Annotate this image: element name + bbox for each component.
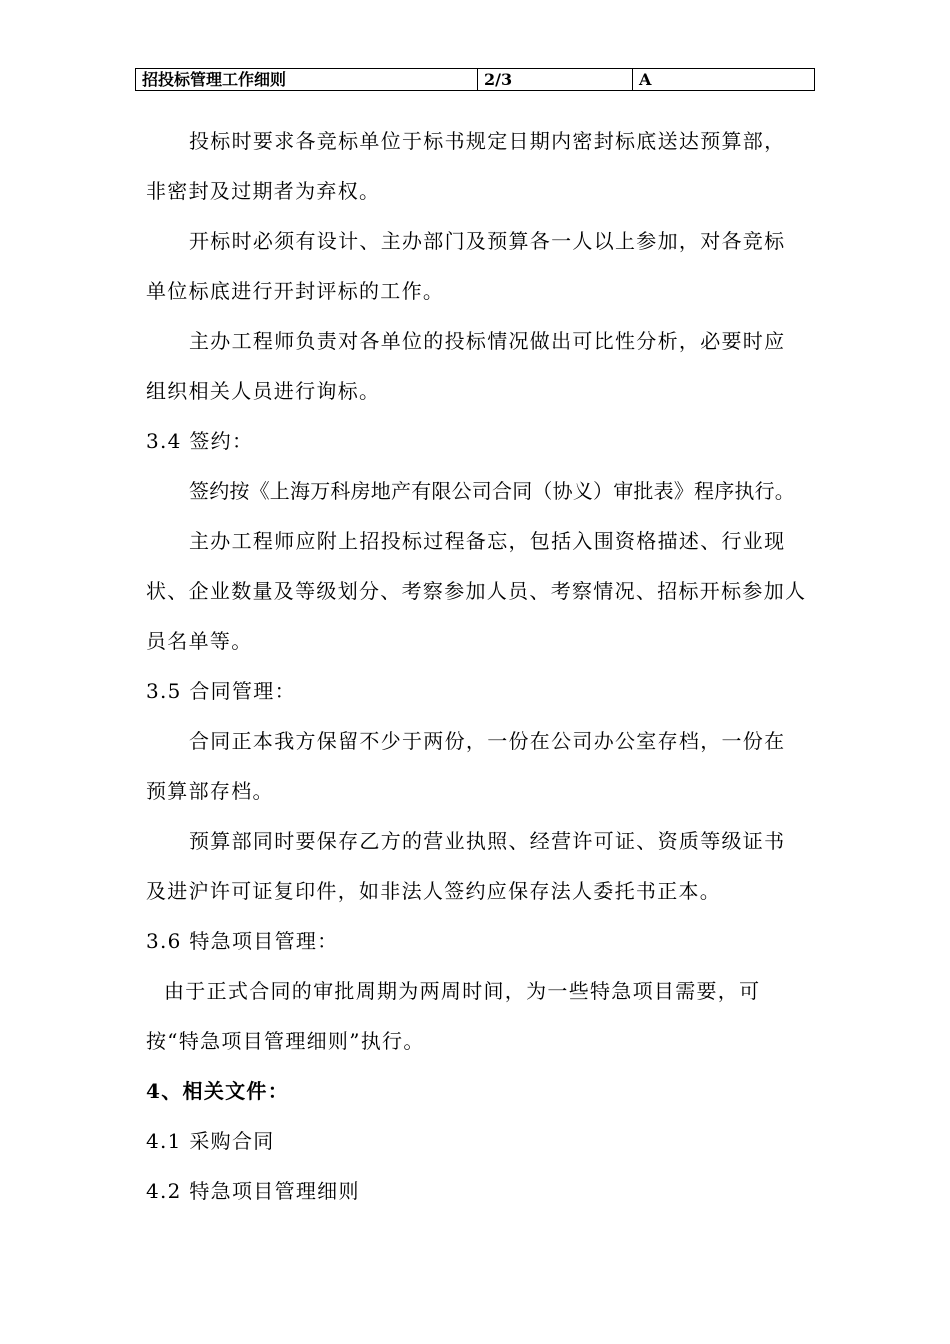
document-header-table <box>135 68 815 91</box>
section-heading: 3.6 特急项目管理： <box>146 929 339 953</box>
paragraph-line: 由于正式合同的审批周期为两周时间，为一些特急项目需要，可 <box>164 979 761 1003</box>
paragraph-line: 员名单等。 <box>146 629 253 653</box>
section-heading: 3.4 签约： <box>146 429 254 453</box>
paragraph-line: 非密封及过期者为弃权。 <box>146 179 381 203</box>
paragraph-line: 按“特急项目管理细则”执行。 <box>146 1029 425 1053</box>
section-heading-related-files: 4、相关文件： <box>146 1079 290 1103</box>
paragraph-line: 主办工程师负责对各单位的投标情况做出可比性分析，必要时应 <box>189 329 786 353</box>
paragraph-line: 预算部同时要保存乙方的营业执照、经营许可证、资质等级证书 <box>189 829 786 853</box>
document-title: 招投标管理工作细则 <box>142 70 287 89</box>
paragraph-line: 及进沪许可证复印件，如非法人签约应保存法人委托书正本。 <box>146 879 722 903</box>
section-heading: 3.5 合同管理： <box>146 679 296 703</box>
paragraph-line: 预算部存档。 <box>146 779 274 803</box>
related-file-item: 4.1 采购合同 <box>146 1129 275 1153</box>
paragraph-line: 合同正本我方保留不少于两份，一份在公司办公室存档，一份在 <box>189 729 786 753</box>
related-file-item: 4.2 特急项目管理细则 <box>146 1179 360 1203</box>
paragraph-line: 签约按《上海万科房地产有限公司合同（协义）审批表》程序执行。 <box>189 479 795 503</box>
paragraph-line: 主办工程师应附上招投标过程备忘，包括入围资格描述、行业现 <box>189 529 786 553</box>
page-number: 2/3 <box>477 69 632 90</box>
paragraph-line: 状、企业数量及等级划分、考察参加人员、考察情况、招标开标参加人 <box>146 579 807 603</box>
paragraph-line: 开标时必须有设计、主办部门及预算各一人以上参加，对各竞标 <box>189 229 786 253</box>
version-code: A <box>632 69 814 90</box>
paragraph-line: 单位标底进行开封评标的工作。 <box>146 279 445 303</box>
paragraph-line: 投标时要求各竞标单位于标书规定日期内密封标底送达预算部， <box>189 129 786 153</box>
paragraph-line: 组织相关人员进行询标。 <box>146 379 381 403</box>
